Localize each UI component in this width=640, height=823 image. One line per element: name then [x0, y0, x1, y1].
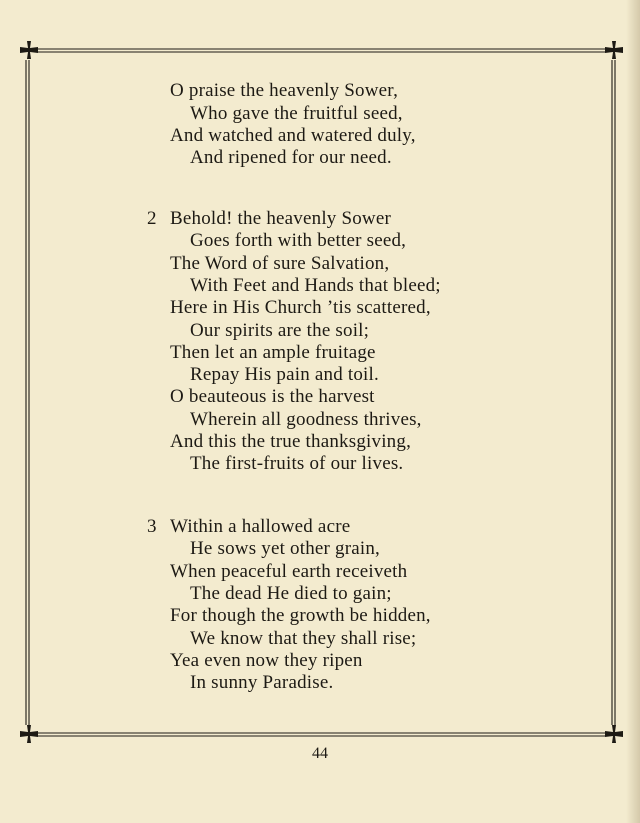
verse-line: Our spirits are the soil;	[190, 320, 370, 341]
corner-cross-icon	[605, 41, 623, 59]
verse-line: The dead He died to gain;	[190, 583, 392, 604]
verse-line: The Word of sure Salvation,	[170, 253, 390, 274]
verse-number: 2	[147, 208, 157, 229]
corner-cross-icon	[20, 725, 38, 743]
verse-line: And this the true thanksgiving,	[170, 431, 412, 452]
page-number: 44	[312, 745, 328, 762]
verse-number: 3	[147, 516, 157, 537]
verse-line: For though the growth be hidden,	[170, 605, 431, 626]
verse-line: We know that they shall rise;	[190, 628, 417, 649]
verse-line: O praise the heavenly Sower,	[170, 80, 399, 101]
verse-line: And watched and watered duly,	[170, 125, 416, 146]
verse-line: Then let an ample fruitage	[170, 342, 376, 363]
verse-line: The first-fruits of our lives.	[190, 453, 404, 474]
corner-cross-icon	[20, 41, 38, 59]
page-edge-shadow	[626, 0, 640, 823]
corner-cross-icon	[605, 725, 623, 743]
verse-line: In sunny Paradise.	[190, 672, 334, 693]
verse-line: He sows yet other grain,	[190, 538, 381, 559]
verse-line: Yea even now they ripen	[170, 650, 363, 671]
verse-line: When peaceful earth receiveth	[170, 561, 408, 582]
verse-line: Wherein all goodness thrives,	[190, 409, 422, 430]
verse-line: O beauteous is the harvest	[170, 386, 375, 407]
verse-line: Here in His Church ’tis scattered,	[170, 297, 431, 318]
verse-line: With Feet and Hands that bleed;	[190, 275, 441, 296]
verse-line: Repay His pain and toil.	[190, 364, 379, 385]
verse-line: Goes forth with better seed,	[190, 230, 407, 251]
verse-line: Within a hallowed acre	[170, 516, 351, 537]
verse-line: Who gave the fruitful seed,	[190, 103, 403, 124]
verse-line: And ripened for our need.	[190, 147, 392, 168]
verse-line: Behold! the heavenly Sower	[170, 208, 392, 229]
